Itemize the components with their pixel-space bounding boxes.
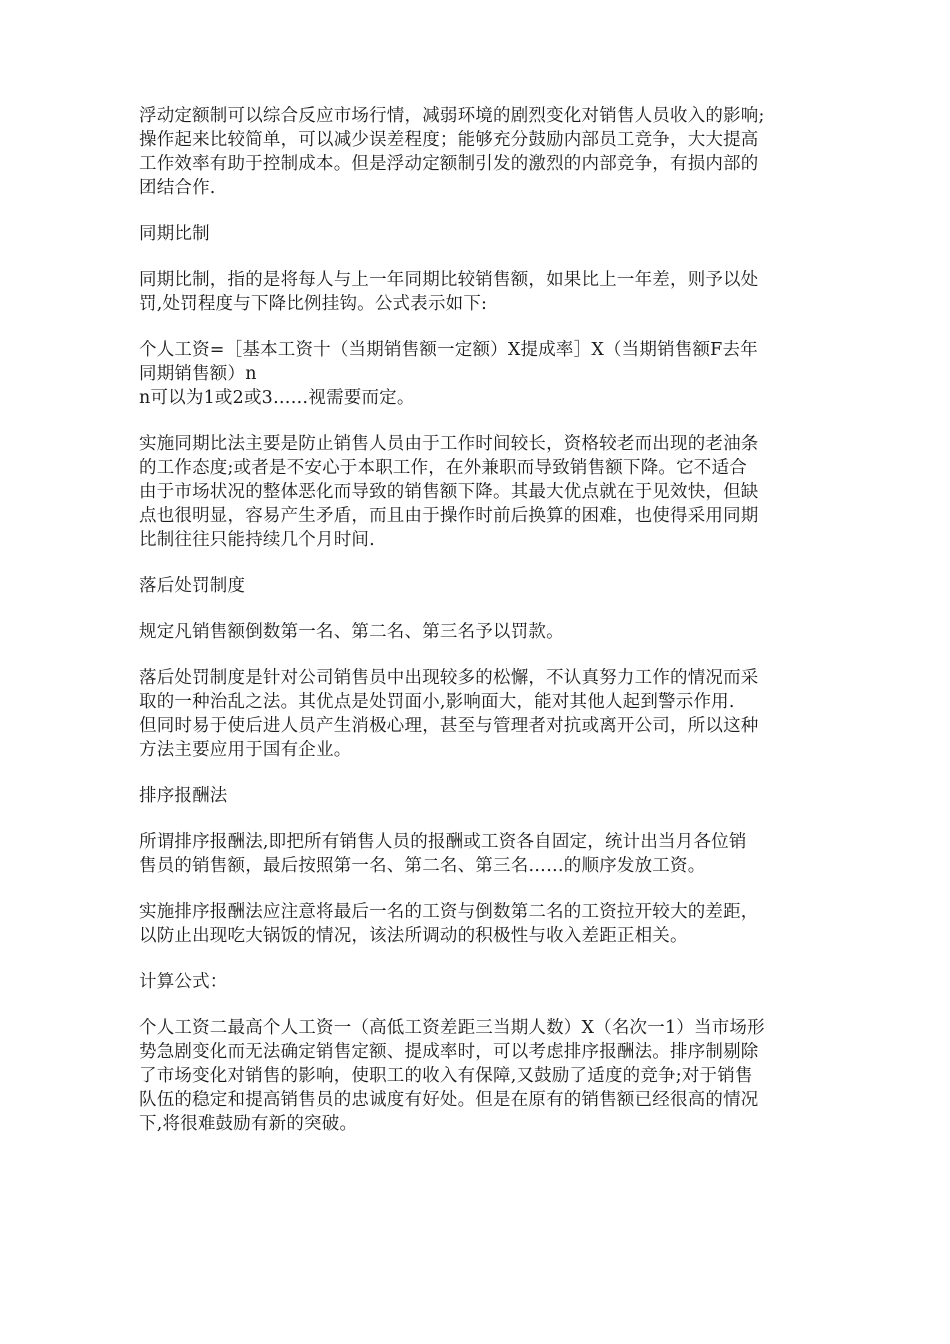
text-line: 取的一种治乱之法。其优点是处罚面小,影响面大，能对其他人起到警示作用. <box>139 692 735 712</box>
paragraph-same-period-definition <box>139 268 819 316</box>
text-line: 所谓排序报酬法,即把所有销售人员的报酬或工资各自固定，统计出当月各位销 <box>139 832 747 852</box>
text-line: 工作效率有助于控制成本。但是浮动定额制引发的激烈的内部竞争，有损内部的 <box>139 154 759 174</box>
paragraph-same-period-formula <box>139 338 819 410</box>
text-line: 的工作态度;或者是不安心于本职工作，在外兼职而导致销售额下降。它不适合 <box>139 458 747 478</box>
formula-line: 同期销售额）n <box>139 364 257 384</box>
section-heading-lagging-penalty <box>139 574 819 598</box>
text-line: 实施排序报酬法应注意将最后一名的工资与倒数第二名的工资拉开较大的差距， <box>139 902 759 922</box>
paragraph-floating-quota-intro <box>139 104 819 200</box>
formula-note: n可以为1或2或3……视需要而定。 <box>139 388 415 408</box>
section-heading-ranking-pay <box>139 784 819 808</box>
text-line: 规定凡销售额倒数第一名、第二名、第三名予以罚款。 <box>139 622 564 642</box>
text-line: 以防止出现吃大锅饭的情况，该法所调动的积极性与收入差距正相关。 <box>139 926 688 946</box>
section-heading-formula <box>139 970 819 994</box>
paragraph-ranking-pay-definition <box>139 830 819 878</box>
text-line: 浮动定额制可以综合反应市场行情，减弱环境的剧烈变化对销售人员收入的影响; <box>139 106 765 126</box>
heading-text: 同期比制 <box>139 224 210 244</box>
text-line: 下,将很难鼓励有新的突破。 <box>139 1114 358 1134</box>
heading-text: 落后处罚制度 <box>139 576 246 596</box>
text-line: 势急剧变化而无法确定销售定额、提成率时，可以考虑排序报酬法。排序制剔除 <box>139 1042 759 1062</box>
text-line: 实施同期比法主要是防止销售人员由于工作时间较长，资格较老而出现的老油条 <box>139 434 759 454</box>
text-line: 罚,处罚程度与下降比例挂钩。公式表示如下: <box>139 294 488 314</box>
text-line: 同期比制，指的是将每人与上一年同期比较销售额，如果比上一年差，则予以处 <box>139 270 759 290</box>
paragraph-lagging-penalty-rule <box>139 620 819 644</box>
text-line: 操作起来比较简单，可以减少误差程度；能够充分鼓励内部员工竞争，大大提高 <box>139 130 759 150</box>
text-line: 点也很明显，容易产生矛盾，而且由于操作时前后换算的困难，也使得采用同期 <box>139 506 759 526</box>
text-line: 个人工资二最高个人工资一（高低工资差距三当期人数）X（名次一1）当市场形 <box>139 1018 765 1038</box>
formula-line: 个人工资=［基本工资十（当期销售额一定额）X提成率］X（当期销售额F去年 <box>139 340 758 360</box>
paragraph-lagging-penalty-analysis <box>139 666 819 762</box>
paragraph-ranking-pay-formula <box>139 1016 819 1136</box>
paragraph-ranking-pay-notes <box>139 900 819 948</box>
text-line: 方法主要应用于国有企业。 <box>139 740 352 760</box>
text-line: 团结合作. <box>139 178 216 198</box>
text-line: 由于市场状况的整体恶化而导致的销售额下降。其最大优点就在于见效快，但缺 <box>139 482 759 502</box>
document-page <box>139 104 819 1158</box>
text-line: 但同时易于使后进人员产生消极心理，甚至与管理者对抗或离开公司，所以这种 <box>139 716 759 736</box>
section-heading-same-period <box>139 222 819 246</box>
text-line: 了市场变化对销售的影响，使职工的收入有保障,又鼓励了适度的竞争;对于销售 <box>139 1066 753 1086</box>
text-line: 售员的销售额，最后按照第一名、第二名、第三名……的顺序发放工资。 <box>139 856 706 876</box>
heading-text: 计算公式： <box>139 972 228 992</box>
heading-text: 排序报酬法 <box>139 786 228 806</box>
paragraph-same-period-analysis <box>139 432 819 552</box>
text-line: 比制往往只能持续几个月时间. <box>139 530 375 550</box>
text-line: 落后处罚制度是针对公司销售员中出现较多的松懈，不认真努力工作的情况而采 <box>139 668 759 688</box>
text-line: 队伍的稳定和提高销售员的忠诚度有好处。但是在原有的销售额已经很高的情况 <box>139 1090 759 1110</box>
